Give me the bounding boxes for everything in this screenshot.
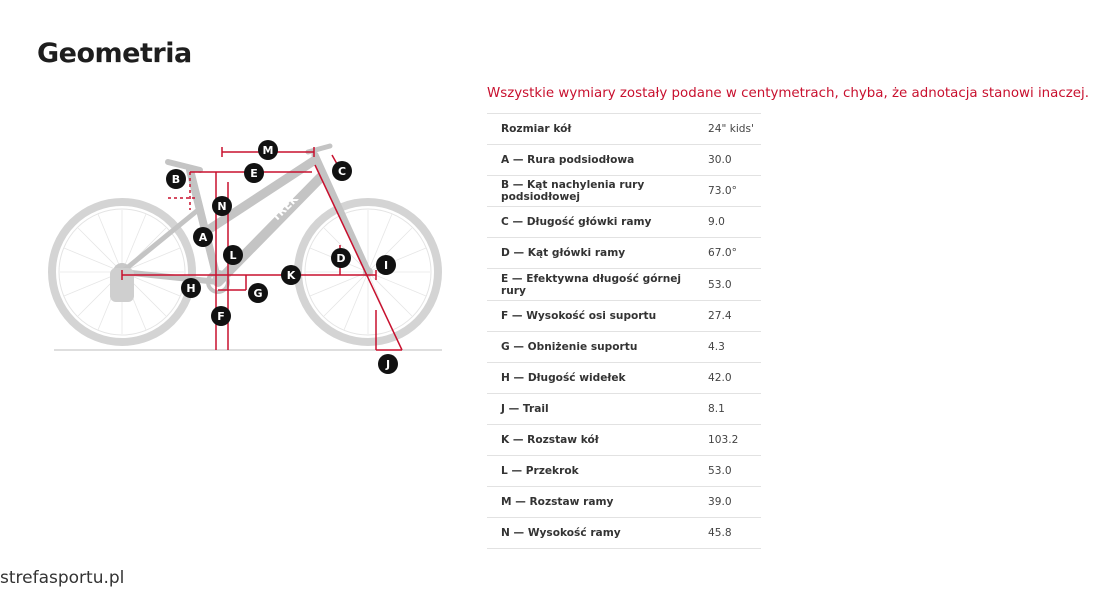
row-label: H — Długość widełek [501,371,626,384]
svg-text:L: L [229,249,237,262]
marker-a [193,227,213,247]
row-value: 30.0 [708,154,732,167]
marker-k [281,265,301,285]
svg-text:J: J [385,358,391,371]
marker-g [248,283,268,303]
row-label: M — Rozstaw ramy [501,496,614,509]
svg-text:D: D [336,252,346,265]
bike-geometry-diagram [40,130,460,380]
svg-text:F: F [217,310,225,323]
table-row [487,331,761,362]
marker-e [244,163,264,183]
row-value: 67.0° [708,247,737,260]
marker-f [211,306,231,326]
row-label: F — Wysokość osi suportu [501,309,657,322]
marker-c [332,161,352,181]
marker-d [331,248,351,268]
row-value: 45.8 [708,527,732,540]
table-row [487,207,761,238]
row-label: C — Długość główki ramy [501,216,652,229]
row-label: Rozmiar kół [501,123,572,136]
frame-brand-text: TREK [268,192,301,225]
svg-text:C: C [337,165,347,178]
marker-j [378,354,398,374]
page-title: Geometria [37,38,192,69]
table-row [487,487,761,518]
svg-text:G: G [253,287,263,300]
geometry-table [487,113,761,549]
units-notice: Wszystkie wymiary zostały podane w centymetrach, chyba, że adnotacja stanowi inaczej. [487,86,1089,101]
row-value: 27.4 [708,309,732,322]
marker-i [376,255,396,275]
bike-frame [110,146,368,302]
row-value: 4.3 [708,340,725,353]
row-value: 53.0 [708,465,732,478]
svg-text:K: K [286,269,296,282]
row-label: G — Obniżenie suportu [501,340,638,353]
table-row [487,176,761,207]
table-row [487,114,761,145]
row-label: A — Rura podsiodłowa [501,154,635,167]
row-label: N — Wysokość ramy [501,527,621,540]
row-value: 42.0 [708,371,732,384]
table-row [487,269,761,300]
svg-text:A: A [198,231,208,244]
table-row [487,393,761,424]
row-value: 39.0 [708,496,732,509]
marker-m [258,140,278,160]
marker-h [181,278,201,298]
row-value: 8.1 [708,402,725,415]
table-row [487,362,761,393]
table-row [487,300,761,331]
svg-text:M: M [262,144,274,157]
row-label: B — Kąt nachylenia rury podsiodłowej [501,179,645,204]
marker-b [166,169,186,189]
row-label: E — Efektywna długość górnej rury [501,272,682,297]
svg-text:I: I [383,259,389,272]
svg-text:B: B [171,173,181,186]
table-row [487,456,761,487]
table-row [487,238,761,269]
row-label: L — Przekrok [501,465,579,478]
row-label: D — Kąt główki ramy [501,247,626,260]
row-value: 53.0 [708,278,732,291]
row-value: 73.0° [708,185,737,198]
svg-text:E: E [250,167,258,180]
row-value: 103.2 [708,433,739,446]
svg-text:H: H [186,282,196,295]
row-value: 24" kids' [708,123,754,136]
row-label: K — Rozstaw kół [501,433,599,446]
site-watermark: strefasportu.pl [0,568,125,588]
svg-text:N: N [217,200,227,213]
table-row [487,424,761,455]
row-label: J — Trail [501,402,549,415]
marker-n [212,196,232,216]
marker-l [223,245,243,265]
table-row [487,145,761,176]
table-row [487,518,761,549]
row-value: 9.0 [708,216,725,229]
